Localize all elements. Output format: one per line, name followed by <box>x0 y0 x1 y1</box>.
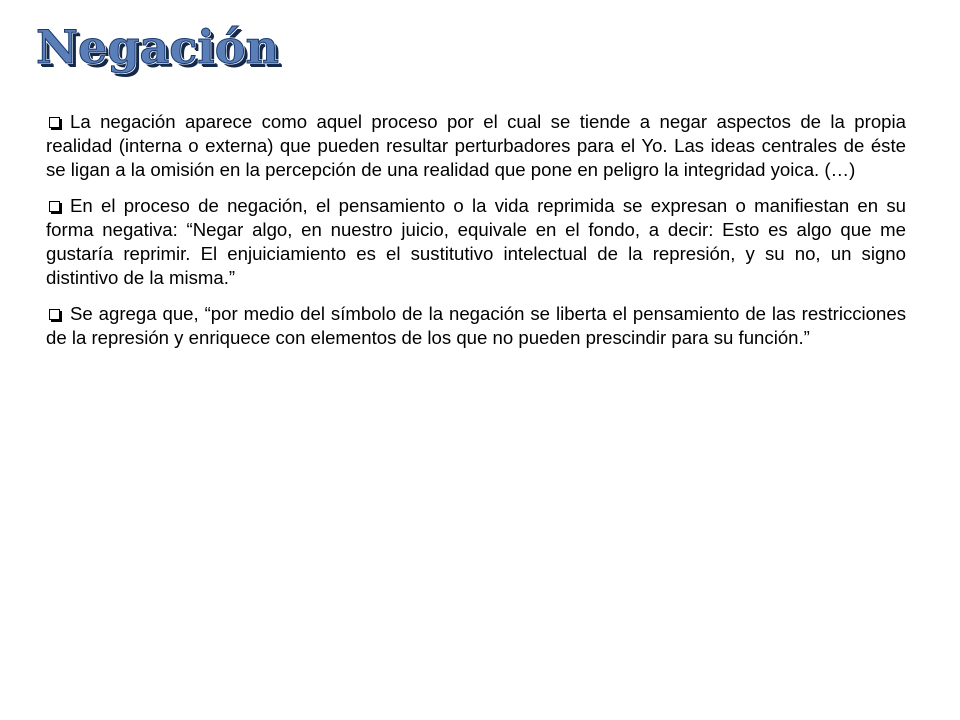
bullet-text: Se agrega que, “por medio del símbolo de la negación se liberta el pensamiento de las restricciones de la represión y enriquece con elementos de los que no pueden prescindir para su función.” <box>46 303 906 348</box>
checkbox-square-icon <box>49 117 60 128</box>
checkbox-square-icon <box>49 309 60 320</box>
bullet-text: La negación aparece como aquel proceso por el cual se tiende a negar aspectos de la propia realidad (interna o externa) que pueden resultar perturbadores para el Yo. Las ideas centrales de éste se ligan a la omisión en la percepción de una realidad que pone en peligro la integridad yoica. (…) <box>46 111 906 180</box>
bullet-item <box>46 110 906 182</box>
bullet-list <box>46 110 906 362</box>
bullet-item <box>46 194 906 290</box>
bullet-text: En el proceso de negación, el pensamiento o la vida reprimida se expresan o manifiestan en su forma negativa: “Negar algo, en nuestro juicio, equivale en el fondo, a decir: Esto es algo que me gustaría reprimir. El enjuiciamiento es el sustitutivo intelectual de la represión, y su no, un signo distintivo de la misma.” <box>46 195 906 288</box>
checkbox-square-icon <box>49 201 60 212</box>
bullet-item <box>46 302 906 350</box>
slide-title: Negación <box>36 20 279 74</box>
